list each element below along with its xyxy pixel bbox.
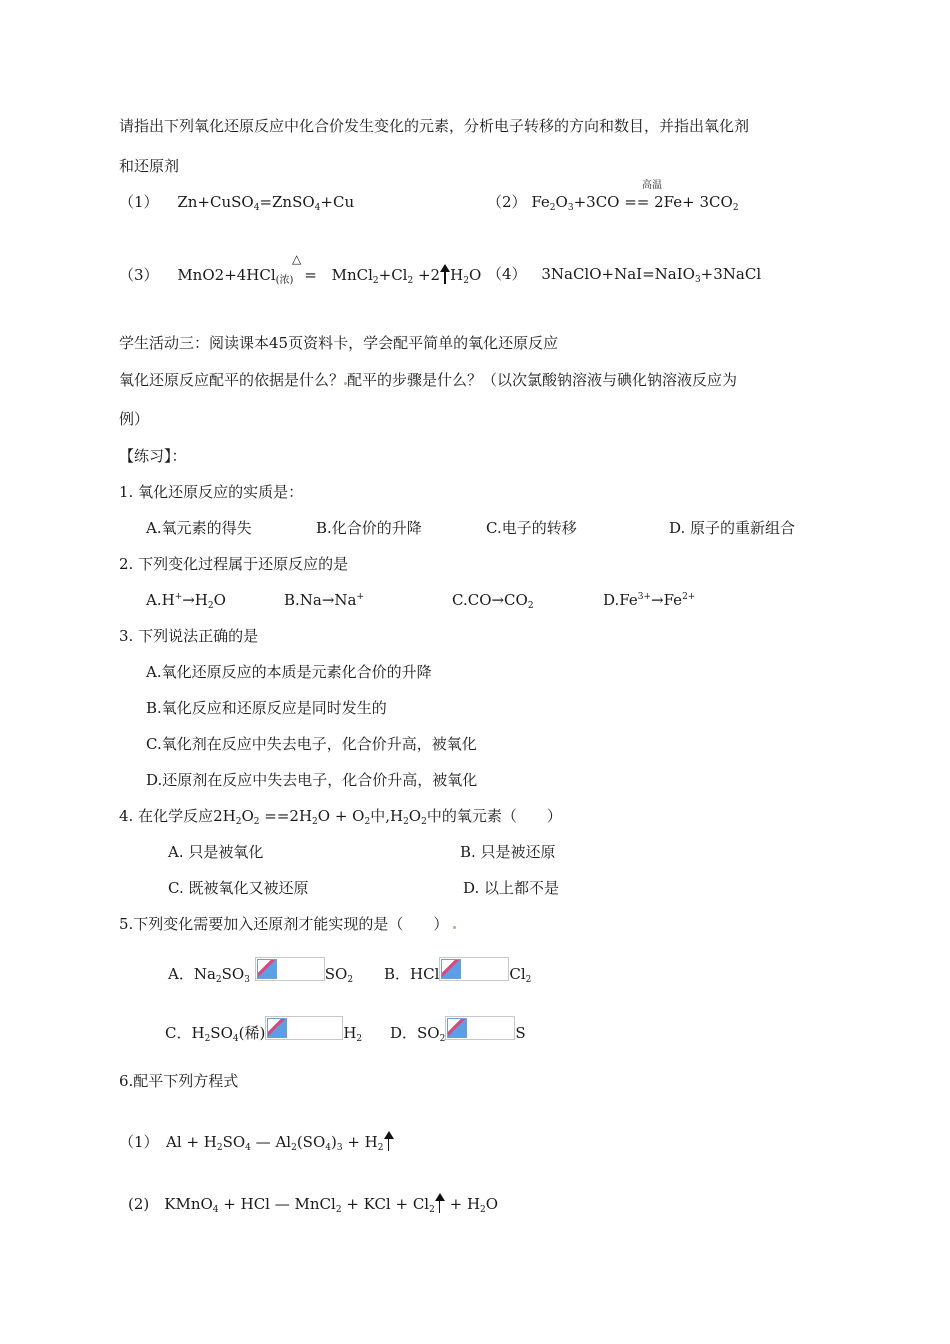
intro-line-1: 请指出下列氧化还原反应中化合价发生变化的元素，分析电子转移的方向和数目，并指出氧化剂 [119, 117, 750, 135]
q4-stem: 4. 在化学反应$2H_2O_2 ==2H_2O + O_2$中$,H_2O_2$中的氧元素（ ） [119, 807, 562, 827]
reaction-1-number: （1） [119, 193, 159, 211]
q2-option-c: $C.CO\to CO_2$ [452, 591, 534, 611]
q3-option-d: D.还原剂在反应中失去电子，化合价升高，被氧化 [146, 771, 478, 789]
q5-option-d: D．$SO_2$ S [390, 1016, 526, 1043]
q2-option-b: B.Na→Na+ [284, 591, 365, 609]
reaction-3-left: MnO2+4HCl [177, 266, 276, 284]
activity-question [119, 370, 737, 390]
intro-line-2: 和还原剂 [119, 157, 180, 175]
reaction-arrow-image-icon [255, 957, 325, 981]
activity-question-b: 配平的步骤是什么？（以次氯酸钠溶液与碘化钠溶液反应为 [347, 371, 738, 389]
q1-stem: 1. 氧化还原反应的实质是： [119, 483, 304, 501]
reaction-3: （3） $MnO2+4HCl_{(浓)} = MnCl_2+Cl_2 +2$ $H_2O$ [119, 266, 482, 286]
q5-option-b: B．HCl $Cl_2$ [384, 957, 531, 984]
q4-option-d: D. 以上都不是 [463, 879, 560, 897]
activity-question-cont: 例） [119, 410, 150, 428]
gas-arrow-icon [384, 1131, 394, 1151]
reaction-arrow-image-icon [265, 1016, 343, 1040]
q6-stem: 6.配平下列方程式 [119, 1072, 239, 1090]
q1-option-d: D. 原子的重新组合 [669, 519, 796, 537]
q6-equation-1: （1） $Al + H_2SO_4$ — $Al_2(SO_4)_3 + H_2$ [119, 1131, 394, 1152]
q4-option-b: B. 只是被还原 [460, 843, 556, 861]
q4-option-a: A. 只是被氧化 [168, 843, 264, 861]
reaction-4-equation: 3NaClO+NaI=NaIO$_3$+3NaCl [541, 265, 762, 285]
q4-option-c: C. 既被氧化又被还原 [168, 879, 309, 897]
practice-heading: 【练习】： [119, 447, 187, 465]
q2-option-d: $D.Fe^{3+}\to Fe^{2+}$ [603, 591, 696, 609]
gas-arrow-icon [435, 1193, 445, 1213]
q1-option-b: B.化合价的升降 [316, 519, 422, 537]
q2-stem: 2. 下列变化过程属于还原反应的是 [119, 555, 349, 573]
q3-option-a: A.氧化还原反应的本质是元素化合价的升降 [146, 663, 432, 681]
q1-option-a: A.氧元素的得失 [146, 519, 252, 537]
reaction-1-equation: Zn+CuSO$_4$=ZnSO$_4$+Cu [177, 193, 355, 213]
q6-equation-2: (2) KMnO$_4$ + HCl — MnCl$_2$ + KCl + $Cl_2 + H_2O$ [128, 1195, 499, 1215]
reaction-arrow-image-icon [439, 957, 509, 981]
q5-option-a: A．$Na_2SO_3$ $SO_2$ [168, 957, 353, 984]
reaction-3-delta: △ [292, 252, 302, 266]
reaction-4-number: （4） [487, 265, 527, 283]
reaction-4 [487, 264, 761, 284]
gas-arrow-icon [440, 264, 450, 284]
reaction-1 [119, 192, 354, 212]
reaction-3-right: $MnCl_2+Cl_2 +2$ $H_2O$ [331, 266, 482, 286]
q3-option-c: C.氧化剂在反应中失去电子，化合价升高，被氧化 [146, 735, 477, 753]
reaction-arrow-image-icon [445, 1016, 515, 1040]
activity-title: 学生活动三：阅读课本45页资料卡，学会配平简单的氧化还原反应 [119, 334, 559, 352]
activity-question-a: 氧化还原反应配平的依据是什么？ [119, 371, 345, 389]
q5-stem: 5.下列变化需要加入还原剂才能实现的是（ ） [119, 914, 456, 934]
reaction-3-number: （3） [119, 266, 159, 284]
reaction-2-condition: 高温 [642, 180, 662, 191]
q1-option-c: C.电子的转移 [486, 519, 577, 537]
q2-option-a: $A.H^+\to H_2O$ [146, 591, 226, 611]
q5-option-c: C．$H_2SO_4$(稀) $H_2$ [165, 1016, 362, 1043]
reaction-2-equation: $Fe_2O_3+3CO == 2Fe+ 3CO_2$ [531, 193, 739, 213]
q3-option-b: B.氧化反应和还原反应是同时发生的 [146, 699, 387, 717]
q3-stem: 3. 下列说法正确的是 [119, 627, 259, 645]
reaction-2 [487, 192, 739, 212]
reaction-2-number: （2） [487, 193, 527, 211]
reaction-3-concentrated: (浓) [275, 275, 294, 286]
